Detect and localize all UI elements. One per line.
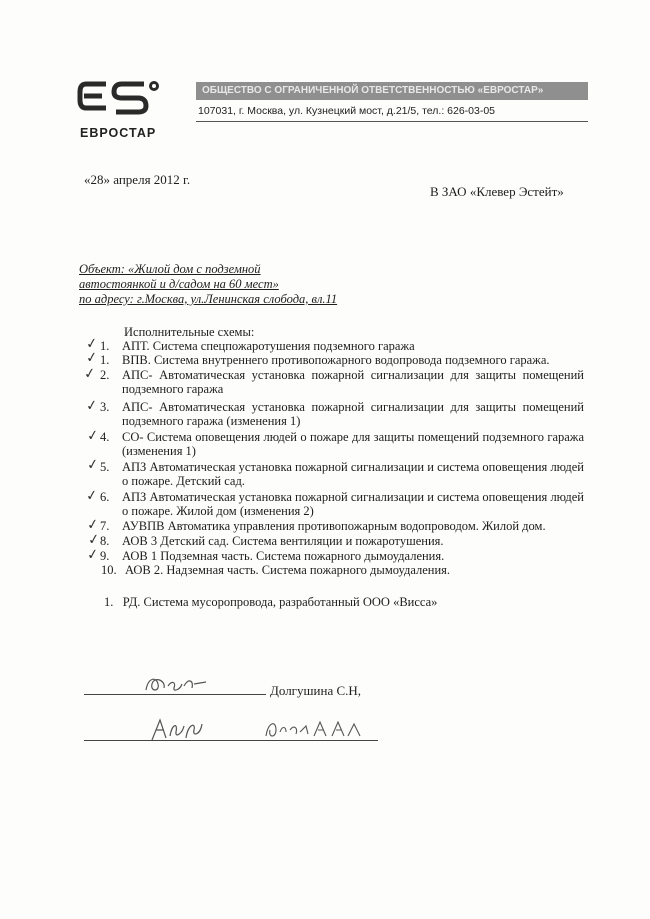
letter-date: «28» апреля 2012 г. <box>84 172 191 187</box>
item-number: 9. <box>100 549 110 563</box>
logo-text: ЕВРОСТАР <box>80 126 157 140</box>
signature-1 <box>140 672 210 696</box>
check-mark-icon: ✓ <box>85 427 100 445</box>
check-mark-icon: ✓ <box>84 335 99 353</box>
signature-3 <box>262 716 372 742</box>
item-number: 6. <box>100 490 110 504</box>
item-number: 4. <box>100 430 110 444</box>
rd-text: РД. Система мусоропровода, разработанный ООО «Висса» <box>122 595 438 609</box>
letterhead-divider <box>196 121 588 122</box>
addressee: В ЗАО «Клевер Эстейт» <box>430 184 564 199</box>
check-mark-icon: ✓ <box>86 531 101 549</box>
item-number: 5. <box>100 460 110 474</box>
item-number: 1. <box>100 339 110 353</box>
item-text: АПС- Автоматическая установка пожарной сигнализации для защиты помещений подземного гаража (изменения 1) <box>122 400 584 428</box>
item-text: АОВ 2. Надземная часть. Система пожарного дымоудаления. <box>125 563 451 577</box>
object-block <box>79 262 337 307</box>
item-text: АПТ. Система спецпожаротушения подземного гаража <box>122 339 415 353</box>
check-mark-icon: ✓ <box>85 546 100 564</box>
check-mark-icon: ✓ <box>84 349 99 367</box>
check-mark-icon: ✓ <box>85 516 100 534</box>
signature-line <box>84 740 378 741</box>
check-mark-icon: ✓ <box>84 397 99 415</box>
item-number: 1. <box>100 353 110 367</box>
item-number: 3. <box>100 400 110 414</box>
item-text: АОВ 1 Подземная часть. Система пожарного дымоудаления. <box>122 549 445 563</box>
rd-item <box>104 595 437 610</box>
object-line-2: автостоянкой и д/садом на 60 мест» <box>79 277 279 291</box>
company-address: 107031, г. Москва, ул. Кузнецкий мост, д.21/5, тел.: 626-03-05 <box>198 105 496 117</box>
check-mark-icon: ✓ <box>82 365 97 383</box>
check-mark-icon: ✓ <box>85 456 100 474</box>
check-mark-icon: ✓ <box>84 487 99 505</box>
signer-name: Долгушина С.Н, <box>270 683 362 698</box>
object-line-1: Объект: «Жилой дом с подземной <box>79 262 261 276</box>
item-text: АПС- Автоматическая установка пожарной сигнализации для защиты помещений подземного гаража <box>122 368 584 396</box>
item-number: 2. <box>100 368 110 382</box>
item-number: 8. <box>100 534 110 548</box>
item-text: АПЗ Автоматическая установка пожарной сигнализации и система оповещения людей о пожаре. Жилой дом (изменения 2) <box>122 490 584 518</box>
item-text: ВПВ. Система внутреннего противопожарного водопровода подземного гаража. <box>122 353 550 367</box>
item-number: 10. <box>101 563 117 577</box>
object-line-3: по адресу: г.Москва, ул.Ленинская слобода, вл.11 <box>79 292 338 306</box>
rd-number: 1. <box>104 595 114 609</box>
item-text: АПЗ Автоматическая установка пожарной сигнализации и система оповещения людей о пожаре. Детский сад. <box>122 460 584 488</box>
item-text: АУВПВ Автоматика управления противопожарным водопроводом. Жилой дом. <box>122 519 546 533</box>
item-text: СО- Система оповещения людей о пожаре для защиты помещений подземного гаража (изменения 1) <box>122 430 584 458</box>
item-text: АОВ 3 Детский сад. Система вентиляции и пожаротушения. <box>122 534 444 548</box>
company-name-bar: ОБЩЕСТВО С ОГРАНИЧЕННОЙ ОТВЕТСТВЕННОСТЬЮ «ЕВРОСТАР» <box>196 82 588 100</box>
item-number: 7. <box>100 519 110 533</box>
schemes-heading: Исполнительные схемы: <box>124 325 255 339</box>
signature-line <box>84 694 266 695</box>
